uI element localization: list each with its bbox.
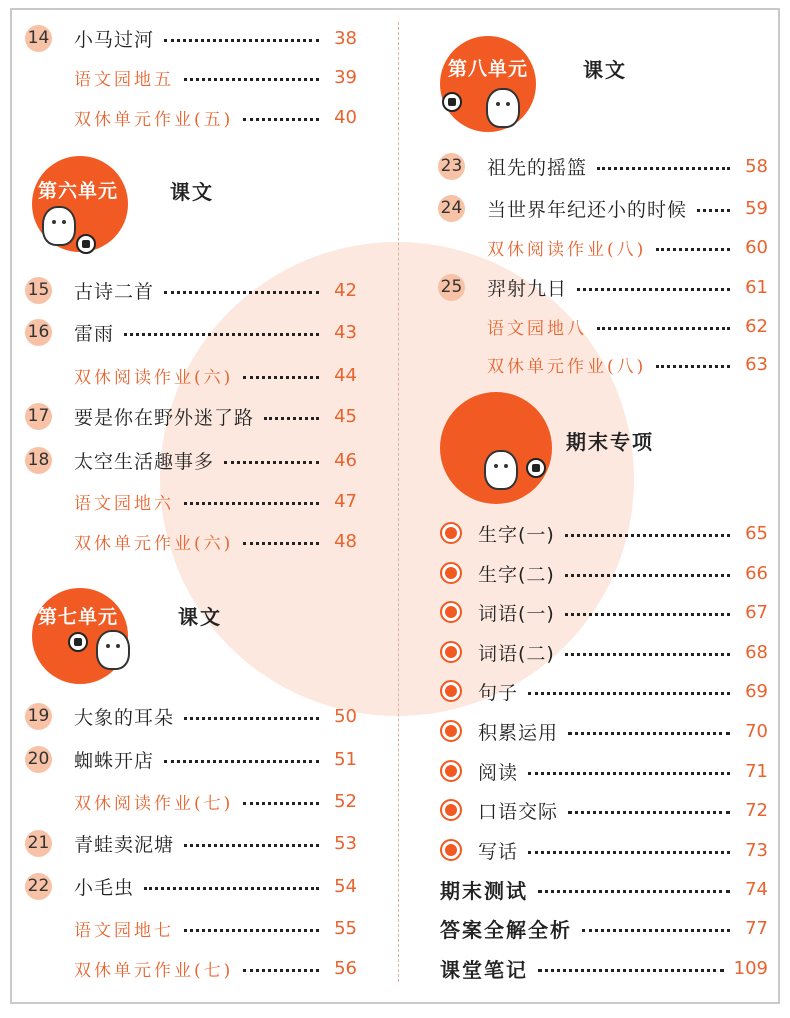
entry-title: 生字(一) — [478, 523, 555, 546]
mascot-icon — [42, 206, 76, 246]
entry-title: 句子 — [478, 681, 519, 704]
toc-entry-homework-7[interactable] — [25, 954, 357, 982]
leader-dots — [184, 78, 319, 81]
toc-entry-final-4[interactable] — [440, 638, 768, 666]
entry-title: 词语(一) — [478, 602, 555, 625]
leader-dots — [528, 772, 730, 775]
leader-dots — [164, 760, 319, 763]
circle-bullet-icon — [440, 760, 462, 782]
lesson-number: 23 — [438, 153, 465, 180]
entry-title: 双休阅读作业(七) — [74, 793, 234, 814]
leader-dots — [538, 890, 730, 893]
lesson-title: 太空生活趣事多 — [74, 450, 215, 473]
page-number: 48 — [334, 530, 357, 552]
page-number: 59 — [745, 197, 768, 219]
circle-bullet-icon — [440, 601, 462, 623]
unit-7-heading: 课文 — [178, 605, 222, 629]
leader-dots — [597, 167, 730, 170]
page-number: 56 — [334, 957, 357, 979]
lesson-title: 祖先的摇篮 — [487, 156, 588, 179]
toc-entry-homework-6[interactable] — [25, 527, 357, 555]
leader-dots — [656, 248, 730, 251]
toc-entry-final-3[interactable] — [440, 598, 768, 626]
toc-entry-garden-8[interactable] — [438, 312, 768, 340]
leader-dots — [697, 209, 730, 212]
page-number: 109 — [733, 957, 768, 979]
entry-title: 双休单元作业(七) — [74, 960, 234, 981]
toc-entry-reading-6[interactable] — [25, 361, 357, 389]
page-number: 61 — [745, 276, 768, 298]
circle-bullet-icon — [440, 562, 462, 584]
page-number: 44 — [334, 364, 357, 386]
page-number: 71 — [745, 760, 768, 782]
toc-entry-lesson-24[interactable] — [438, 194, 768, 222]
page-number: 54 — [334, 875, 357, 897]
toc-entry-answers[interactable] — [440, 914, 768, 942]
lesson-number: 25 — [438, 274, 465, 301]
lesson-number: 20 — [25, 746, 52, 773]
unit-8-badge — [440, 36, 536, 132]
mascot-icon — [96, 630, 130, 670]
leader-dots — [164, 39, 319, 42]
entry-title: 语文园地七 — [74, 920, 174, 941]
entry-title: 语文园地五 — [74, 69, 174, 90]
toc-entry-final-6[interactable] — [440, 717, 768, 745]
toc-entry-garden-7[interactable] — [25, 914, 357, 942]
leader-dots — [656, 365, 730, 368]
page-number: 65 — [745, 522, 768, 544]
leader-dots — [565, 574, 730, 577]
circle-bullet-icon — [440, 680, 462, 702]
leader-dots — [568, 732, 730, 735]
toc-entry-lesson-17[interactable] — [25, 402, 357, 430]
toc-entry-garden-5[interactable] — [25, 63, 357, 91]
toc-entry-lesson-18[interactable] — [25, 446, 357, 474]
page-number: 45 — [334, 405, 357, 427]
leader-dots — [224, 461, 319, 464]
toc-entry-final-5[interactable] — [440, 677, 768, 705]
toc-entry-garden-6[interactable] — [25, 487, 357, 515]
toc-entry-lesson-15[interactable] — [25, 276, 357, 304]
leader-dots — [565, 613, 730, 616]
lesson-title: 小毛虫 — [74, 876, 135, 899]
entry-title: 积累运用 — [478, 721, 559, 744]
entry-title: 双休单元作业(五) — [74, 109, 234, 130]
lesson-number: 18 — [25, 447, 52, 474]
entry-title: 双休阅读作业(八) — [487, 239, 647, 260]
entry-title: 期末测试 — [440, 878, 528, 903]
entry-title: 阅读 — [478, 761, 519, 784]
lesson-title: 当世界年纪还小的时候 — [487, 198, 688, 221]
mascot-icon — [484, 450, 518, 490]
toc-entry-homework-8[interactable] — [438, 350, 768, 378]
lesson-title: 羿射九日 — [487, 277, 568, 300]
unit-6-heading: 课文 — [170, 180, 214, 204]
circle-bullet-icon — [440, 641, 462, 663]
toc-entry-final-9[interactable] — [440, 836, 768, 864]
entry-title: 语文园地八 — [487, 318, 587, 339]
page-number: 43 — [334, 321, 357, 343]
leader-dots — [184, 502, 319, 505]
entry-title: 语文园地六 — [74, 493, 174, 514]
entry-title: 生字(二) — [478, 563, 555, 586]
leader-dots — [597, 327, 730, 330]
lesson-title: 青蛙卖泥塘 — [74, 833, 175, 856]
leader-dots — [184, 717, 319, 720]
page-number: 63 — [745, 353, 768, 375]
unit-6-badge — [32, 156, 128, 252]
leader-dots — [243, 969, 319, 972]
leader-dots — [124, 333, 319, 336]
leader-dots — [577, 288, 730, 291]
page-number: 58 — [745, 155, 768, 177]
lesson-title: 雷雨 — [74, 322, 115, 345]
page-number: 39 — [334, 66, 357, 88]
leader-dots — [144, 887, 319, 890]
toc-entry-lesson-20[interactable] — [25, 745, 357, 773]
toc-entry-lesson-23[interactable] — [438, 152, 768, 180]
page-number: 55 — [334, 917, 357, 939]
circle-bullet-icon — [440, 522, 462, 544]
page-number: 66 — [745, 562, 768, 584]
lesson-number: 14 — [25, 25, 52, 52]
leader-dots — [264, 417, 319, 420]
unit-8-heading: 课文 — [583, 58, 627, 82]
lesson-number: 19 — [25, 703, 52, 730]
page-number: 40 — [334, 106, 357, 128]
leader-dots — [243, 376, 319, 379]
page-number: 46 — [334, 449, 357, 471]
toc-entry-final-2[interactable] — [440, 559, 768, 587]
toc-entry-lesson-14[interactable] — [25, 24, 357, 52]
page-number: 74 — [745, 878, 768, 900]
toc-entry-reading-8[interactable] — [438, 233, 768, 261]
page-number: 60 — [745, 236, 768, 258]
soccer-ball-icon — [68, 632, 88, 652]
entry-title: 双休阅读作业(六) — [74, 367, 234, 388]
entry-title: 词语(二) — [478, 642, 555, 665]
leader-dots — [184, 929, 319, 932]
lesson-number: 16 — [25, 319, 52, 346]
lesson-number: 24 — [438, 195, 465, 222]
leader-dots — [568, 811, 730, 814]
leader-dots — [565, 534, 730, 537]
page-number: 77 — [745, 917, 768, 939]
toc-entry-final-test[interactable] — [440, 875, 768, 903]
page-number: 52 — [334, 790, 357, 812]
entry-title: 双休单元作业(六) — [74, 533, 234, 554]
final-review-heading: 期末专项 — [566, 430, 654, 454]
toc-entry-reading-7[interactable] — [25, 787, 357, 815]
toc-entry-final-1[interactable] — [440, 519, 768, 547]
leader-dots — [582, 929, 730, 932]
entry-title: 写话 — [478, 840, 519, 863]
unit-label: 第六单元 — [38, 180, 119, 202]
leader-dots — [538, 969, 724, 972]
page-number: 73 — [745, 839, 768, 861]
toc-entry-lesson-19[interactable] — [25, 702, 357, 730]
lesson-title: 大象的耳朵 — [74, 706, 175, 729]
soccer-ball-icon — [442, 92, 462, 112]
lesson-title: 蜘蛛开店 — [74, 749, 155, 772]
leader-dots — [528, 692, 730, 695]
circle-bullet-icon — [440, 720, 462, 742]
page-number: 38 — [334, 27, 357, 49]
lesson-title: 古诗二首 — [74, 280, 155, 303]
unit-7-badge — [32, 588, 128, 684]
lesson-title: 要是你在野外迷了路 — [74, 406, 255, 429]
page-number: 62 — [745, 315, 768, 337]
toc-entry-homework-5[interactable] — [25, 103, 357, 131]
leader-dots — [565, 653, 730, 656]
lesson-number: 22 — [25, 873, 52, 900]
page-number: 47 — [334, 490, 357, 512]
page-number: 67 — [745, 601, 768, 623]
unit-label: 第八单元 — [448, 58, 529, 80]
mascot-icon — [486, 88, 520, 128]
lesson-number: 21 — [25, 830, 52, 857]
page-number: 69 — [745, 680, 768, 702]
unit-label: 第七单元 — [38, 606, 119, 628]
page-number: 53 — [334, 832, 357, 854]
leader-dots — [243, 802, 319, 805]
page-number: 42 — [334, 279, 357, 301]
page-number: 68 — [745, 641, 768, 663]
toc-entry-lesson-21[interactable] — [25, 829, 357, 857]
leader-dots — [528, 851, 730, 854]
circle-bullet-icon — [440, 799, 462, 821]
toc-entry-lesson-16[interactable] — [25, 318, 357, 346]
circle-bullet-icon — [440, 839, 462, 861]
toc-entry-class-notes[interactable] — [440, 954, 768, 982]
leader-dots — [184, 844, 319, 847]
final-review-badge — [440, 392, 552, 504]
toc-entry-final-8[interactable] — [440, 796, 768, 824]
entry-title: 双休单元作业(八) — [487, 356, 647, 377]
leader-dots — [243, 118, 319, 121]
page-number: 50 — [334, 705, 357, 727]
entry-title: 答案全解全析 — [440, 917, 572, 942]
entry-title: 课堂笔记 — [440, 957, 528, 982]
page-number: 70 — [745, 720, 768, 742]
lesson-title: 小马过河 — [74, 28, 155, 51]
page-number: 51 — [334, 748, 357, 770]
lesson-number: 17 — [25, 403, 52, 430]
soccer-ball-icon — [526, 458, 546, 478]
toc-entry-final-7[interactable] — [440, 757, 768, 785]
soccer-ball-icon — [76, 234, 96, 254]
leader-dots — [164, 291, 319, 294]
column-divider — [398, 22, 399, 982]
page-number: 72 — [745, 799, 768, 821]
toc-entry-lesson-22[interactable] — [25, 872, 357, 900]
lesson-number: 15 — [25, 277, 52, 304]
toc-entry-lesson-25[interactable] — [438, 273, 768, 301]
entry-title: 口语交际 — [478, 800, 559, 823]
leader-dots — [243, 542, 319, 545]
